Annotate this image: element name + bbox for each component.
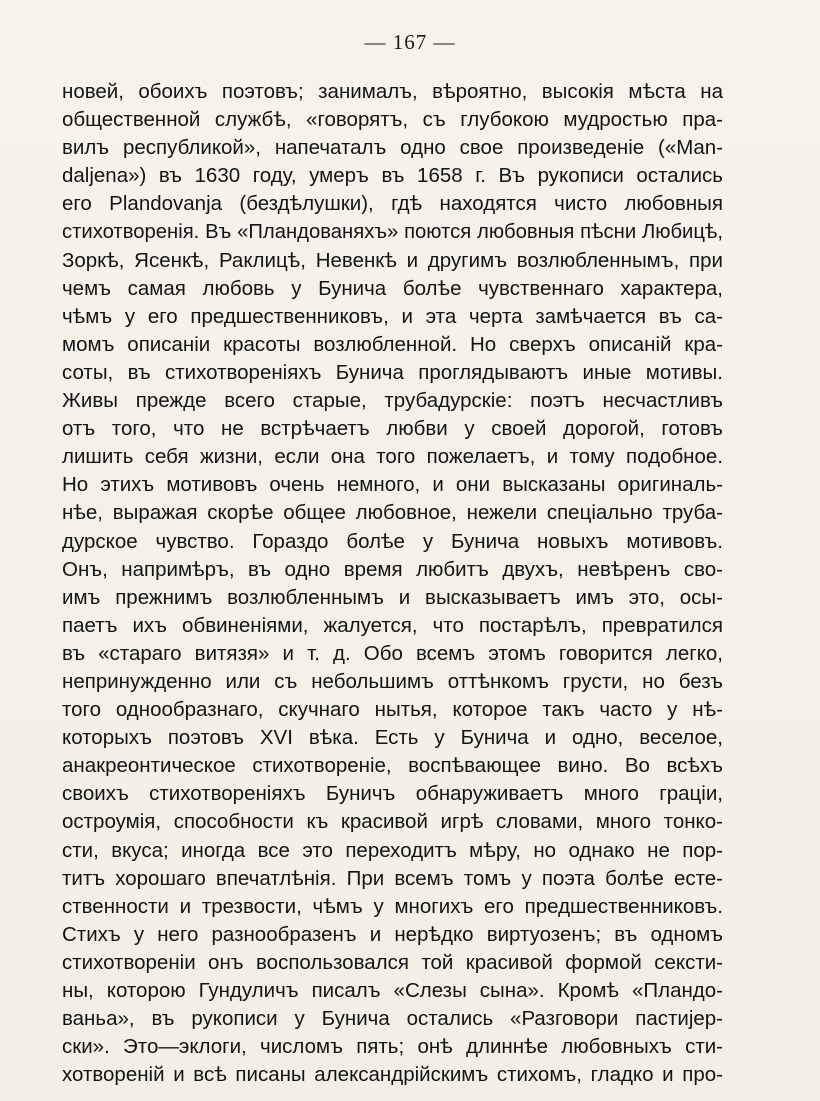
- text-line: сти, вкуса; иногда все это переходитъ мѣру, но однако не пор-: [62, 838, 723, 862]
- text-line: стихотворенія. Въ «Пландованяхъ» поются любовныя пѣсни Любицѣ,: [62, 221, 723, 244]
- text-line: дурское чувство. Гораздо болѣе у Бунича новыхъ мотивовъ.: [62, 529, 723, 553]
- text-line: стихотвореніи онъ воспользовался той красивой формой сексти-: [62, 950, 723, 974]
- text-line: хотвореній и всѣ писаны александрійскимъ стихомъ, гладко и про-: [62, 1063, 723, 1087]
- text-line: ственности и трезвости, чѣмъ у многихъ его предшественниковъ.: [62, 894, 723, 918]
- body-text: [62, 78, 723, 1089]
- text-line: Онъ, напримѣръ, въ одно время любитъ двухъ, невѣренъ сво-: [62, 557, 723, 581]
- text-line: момъ описаніи красоты возлюбленной. Но сверхъ описаній кра-: [62, 332, 723, 356]
- text-line: Стихъ у него разнообразенъ и нерѣдко виртуозенъ; въ одномъ: [62, 922, 723, 946]
- text-line: того однообразнаго, скучнаго нытья, которое такъ часто у нѣ-: [62, 698, 723, 722]
- text-line: новей, обоихъ поэтовъ; занималъ, вѣроятно, высокія мѣста на: [62, 80, 723, 103]
- text-line: ваньа», въ рукописи у Бунича остались «Разговори пастијер-: [62, 1007, 723, 1031]
- text-line: чѣмъ у его предшественниковъ, и эта черта замѣчается въ са-: [62, 304, 723, 328]
- text-line: общественной службѣ, «говорятъ, съ глубокою мудростью пра-: [62, 108, 723, 132]
- text-line: лишить себя жизни, если она того пожелаетъ, и тому подобное.: [62, 445, 723, 469]
- text-line: имъ прежнимъ возлюбленнымъ и высказываетъ имъ это, осы-: [62, 585, 723, 609]
- text-line: Живы прежде всего старые, трубадурскіе: поэтъ несчастливъ: [62, 389, 723, 413]
- text-line: нѣе, выражая скорѣе общее любовное, нежели спеціально труба-: [62, 501, 723, 525]
- text-line: Но этихъ мотивовъ очень немного, и они высказаны оригиналь-: [62, 473, 723, 497]
- text-line: остроумія, способности къ красивой игрѣ словами, много тонко-: [62, 810, 723, 834]
- text-line: анакреонтическое стихотвореніе, воспѣвающее вино. Во всѣхъ: [62, 754, 723, 778]
- text-line: Зоркѣ, Ясенкѣ, Раклицѣ, Невенкѣ и другимъ возлюбленнымъ, при: [62, 248, 723, 272]
- text-line: титъ хорошаго впечатлѣнія. При всемъ томъ у поэта болѣе есте-: [62, 866, 723, 890]
- text-line: паетъ ихъ обвиненіями, жалуется, что постарѣлъ, превратился: [62, 613, 723, 637]
- page-number: — 167 —: [364, 30, 456, 54]
- text-line: соты, въ стихотвореніяхъ Бунича проглядываютъ иные мотивы.: [62, 360, 723, 384]
- text-line: ны, которою Гундуличъ писалъ «Слезы сына». Кромѣ «Пландо-: [62, 979, 723, 1002]
- text-line: чемъ самая любовь у Бунича болѣе чувственнаго характера,: [62, 276, 723, 300]
- text-line: въ «стараго витязя» и т. д. Обо всемъ этомъ говорится легко,: [62, 641, 723, 665]
- text-line: ски». Это—эклоги, числомъ пять; онѣ длиннѣе любовныхъ сти-: [62, 1035, 723, 1059]
- text-line: непринужденно или съ небольшимъ оттѣнкомъ грусти, но безъ: [62, 669, 723, 693]
- text-line: своихъ стихотвореніяхъ Буничъ обнаруживаетъ много граціи,: [62, 782, 723, 806]
- text-line: вилъ республикой», напечаталъ одно свое произведеніе («Man-: [62, 136, 723, 160]
- text-line: которыхъ поэтовъ XVI вѣка. Есть у Бунича и одно, веселое,: [62, 726, 723, 750]
- text-line: его Plandovanja (бездѣлушки), гдѣ находятся чисто любовныя: [62, 192, 723, 216]
- text-line: отъ того, что не встрѣчаетъ любви у своей дорогой, готовъ: [62, 417, 723, 441]
- text-line: daljena») въ 1630 году, умеръ въ 1658 г. Въ рукописи остались: [62, 164, 723, 188]
